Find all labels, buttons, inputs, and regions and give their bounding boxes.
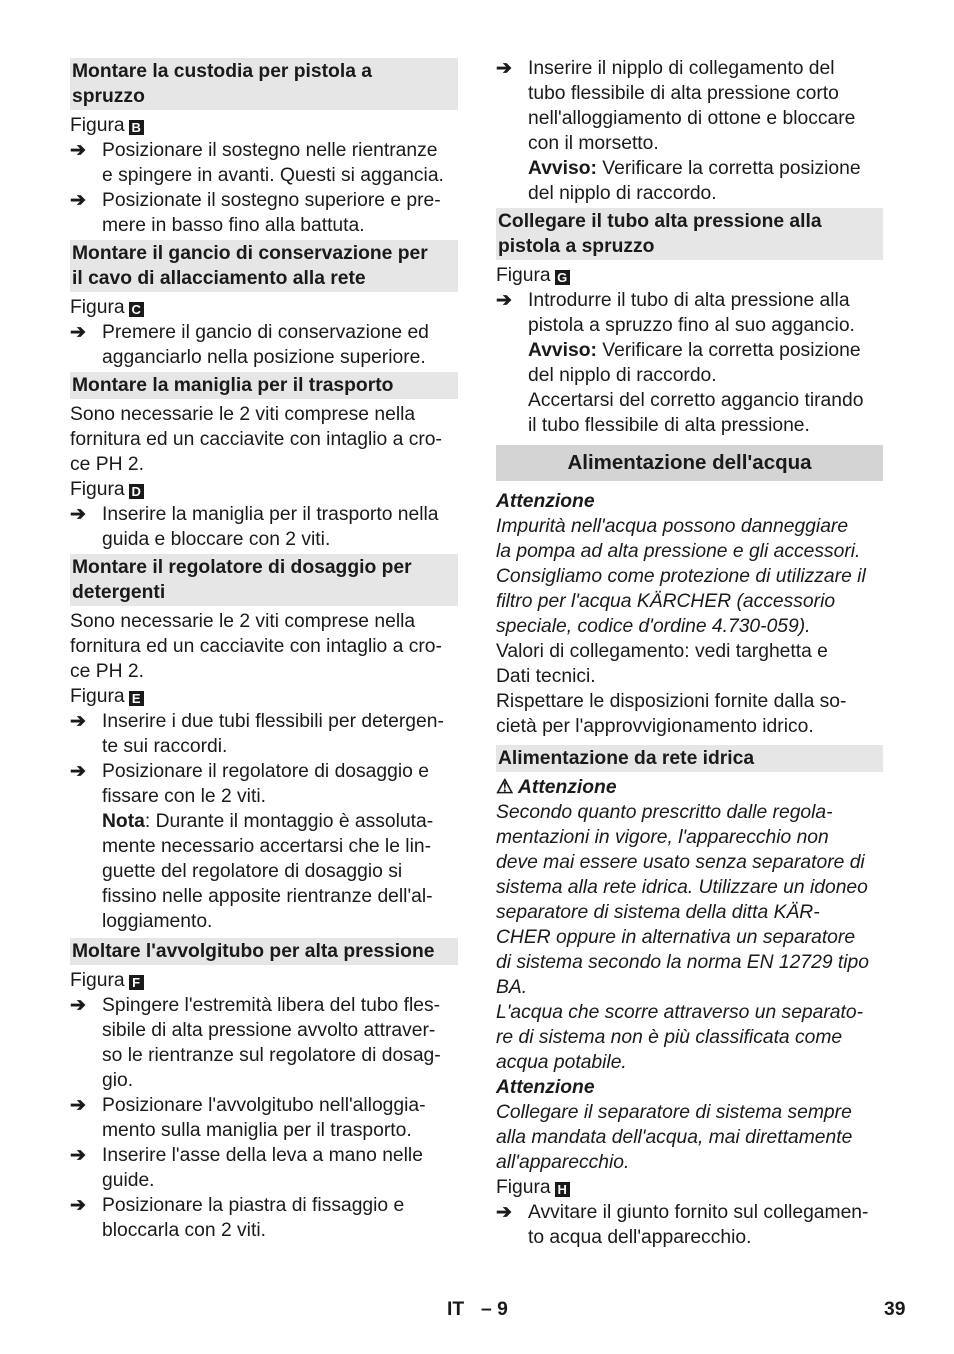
- arrow-right-icon: ➔: [70, 711, 86, 732]
- arrow-right-icon: ➔: [496, 290, 512, 311]
- instruction-step: ➔ Inserire la maniglia per il trasporto nella guida e bloccare con 2 viti.: [70, 504, 439, 550]
- figure-ref: Figura D: [70, 477, 458, 502]
- figure-letter-badge: F: [129, 975, 144, 990]
- arrow-right-icon: ➔: [70, 1195, 86, 1216]
- right-column: [496, 56, 883, 1250]
- instruction-step: ➔ Inserire il nipplo di collegamento del tubo flessibile di alta pressione corto nell'alloggiamento di ottone e bloccare con il morsetto. Avviso: Verificare la corretta posizione del nipplo di raccordo.: [496, 56, 883, 206]
- arrow-right-icon: ➔: [496, 58, 512, 79]
- section-heading: Alimentazione da rete idrica: [496, 745, 883, 772]
- instruction-step: ➔ Premere il gancio di conservazione ed agganciarlo nella posizione superiore.: [70, 322, 429, 368]
- warning-label: ⚠ Attenzione: [496, 777, 617, 798]
- arrow-right-icon: ➔: [70, 140, 86, 161]
- caution-label: Attenzione: [496, 1077, 595, 1098]
- instruction-step: ➔ Posizionare il regolatore di dosaggio e fissare con le 2 viti. Nota: Durante il montaggio è assoluta- mente necessario accertarsi che le lin- guette del regolatore di dosaggio si fissino nelle apposite rientranze dell'al- loggiamento.: [70, 759, 458, 934]
- body-text: Sono necessarie le 2 viti comprese nella fornitura ed un cacciavite con intaglio a cro- ce PH 2.: [70, 611, 442, 682]
- page-number: 39: [884, 1299, 906, 1320]
- section-heading: Moltare l'avvolgitubo per alta pressione: [70, 938, 458, 965]
- arrow-right-icon: ➔: [70, 190, 86, 211]
- instruction-step: ➔ Inserire l'asse della leva a mano nelle guide.: [70, 1145, 423, 1191]
- note-line: Nota: Durante il montaggio è assoluta-: [102, 811, 434, 832]
- figure-ref: Figura E: [70, 684, 458, 709]
- section-heading: Montare il gancio di conservazione per il cavo di allacciamento alla rete: [70, 240, 458, 292]
- instruction-step: ➔ Posizionate il sostegno superiore e pre- mere in basso fino alla battuta.: [70, 190, 441, 236]
- footer-language: IT: [447, 1299, 465, 1320]
- figure-letter-badge: E: [129, 691, 144, 706]
- instruction-step: ➔ Inserire i due tubi flessibili per detergen- te sui raccordi.: [70, 711, 444, 757]
- warning-text: Secondo quanto prescritto dalle regola- mentazioni in vigore, l'apparecchio non deve mai essere usato senza separatore di sistema alla rete idrica. Utilizzare un idoneo separatore di sistema della ditta KÄR- CHER oppure in alternativa un separatore di sistema secondo la norma EN 12729 tipo BA. L'acqua che scorre attraverso un separato- re di sistema non è più classificata come acqua potabile.: [496, 802, 869, 1073]
- instruction-step: ➔ Posizionare la piastra di fissaggio e bloccarla con 2 viti.: [70, 1195, 405, 1241]
- avviso-line: Avviso: Verificare la corretta posizione: [528, 340, 861, 361]
- left-column: [70, 56, 458, 1243]
- instruction-step: ➔ Avvitare il giunto fornito sul collegamen- to acqua dell'apparecchio.: [496, 1202, 869, 1248]
- instruction-step: ➔ Posizionare il sostegno nelle rientranze e spingere in avanti. Questi si aggancia.: [70, 140, 444, 186]
- section-heading: Collegare il tubo alta pressione alla pistola a spruzzo: [496, 208, 883, 260]
- caution-text: Impurità nell'acqua possono danneggiare la pompa ad alta pressione e gli accessori. Consigliamo come protezione di utilizzare il filtro per l'acqua KÄRCHER (accessorio speciale, codice d'ordine 4.730-059).: [496, 516, 866, 637]
- figure-ref: Figura H: [496, 1175, 883, 1200]
- caution-text: Collegare il separatore di sistema sempre alla mandata dell'acqua, mai direttamente all'apparecchio.: [496, 1102, 853, 1173]
- section-heading: Montare il regolatore di dosaggio per detergenti: [70, 554, 458, 606]
- figure-letter-badge: B: [129, 120, 144, 135]
- figure-letter-badge: H: [555, 1182, 570, 1197]
- figure-ref: Figura C: [70, 295, 458, 320]
- avviso-line: Avviso: Verificare la corretta posizione: [528, 158, 861, 179]
- figure-ref: Figura G: [496, 263, 883, 288]
- figure-letter-badge: C: [129, 302, 144, 317]
- instruction-step: ➔ Introdurre il tubo di alta pressione alla pistola a spruzzo fino al suo aggancio. Avviso: Verificare la corretta posizione del nipplo di raccordo. Accertarsi del corretto aggancio tirando il tubo flessibile di alta pressione.: [496, 288, 883, 438]
- instruction-step: ➔ Posizionare l'avvolgitubo nell'alloggia- mento sulla maniglia per il trasporto.: [70, 1095, 426, 1141]
- arrow-right-icon: ➔: [70, 1095, 86, 1116]
- body-text: Rispettare le disposizioni fornite dalla so- cietà per l'approvvigionamento idrico.: [496, 691, 847, 737]
- instruction-step: ➔ Spingere l'estremità libera del tubo fles- sibile di alta pressione avvolto attraver- so le rientranze sul regolatore di dosag- gio.: [70, 995, 441, 1091]
- footer-section-number: – 9: [481, 1299, 508, 1320]
- section-heading: Montare la custodia per pistola a spruzzo: [70, 58, 458, 110]
- arrow-right-icon: ➔: [70, 504, 86, 525]
- arrow-right-icon: ➔: [70, 1145, 86, 1166]
- body-text: Valori di collegamento: vedi targhetta e Dati tecnici.: [496, 641, 828, 687]
- section-heading: Montare la maniglia per il trasporto: [70, 372, 458, 399]
- figure-ref: Figura B: [70, 113, 458, 138]
- arrow-right-icon: ➔: [70, 995, 86, 1016]
- body-text: Sono necessarie le 2 viti comprese nella fornitura ed un cacciavite con intaglio a cro- ce PH 2.: [70, 404, 442, 475]
- figure-ref: Figura F: [70, 968, 458, 993]
- arrow-right-icon: ➔: [496, 1202, 512, 1223]
- chapter-heading: Alimentazione dell'acqua: [496, 445, 883, 481]
- warning-triangle-icon: ⚠: [496, 777, 514, 798]
- figure-letter-badge: G: [555, 270, 570, 285]
- figure-letter-badge: D: [129, 484, 144, 499]
- caution-label: Attenzione: [496, 491, 595, 512]
- arrow-right-icon: ➔: [70, 761, 86, 782]
- arrow-right-icon: ➔: [70, 322, 86, 343]
